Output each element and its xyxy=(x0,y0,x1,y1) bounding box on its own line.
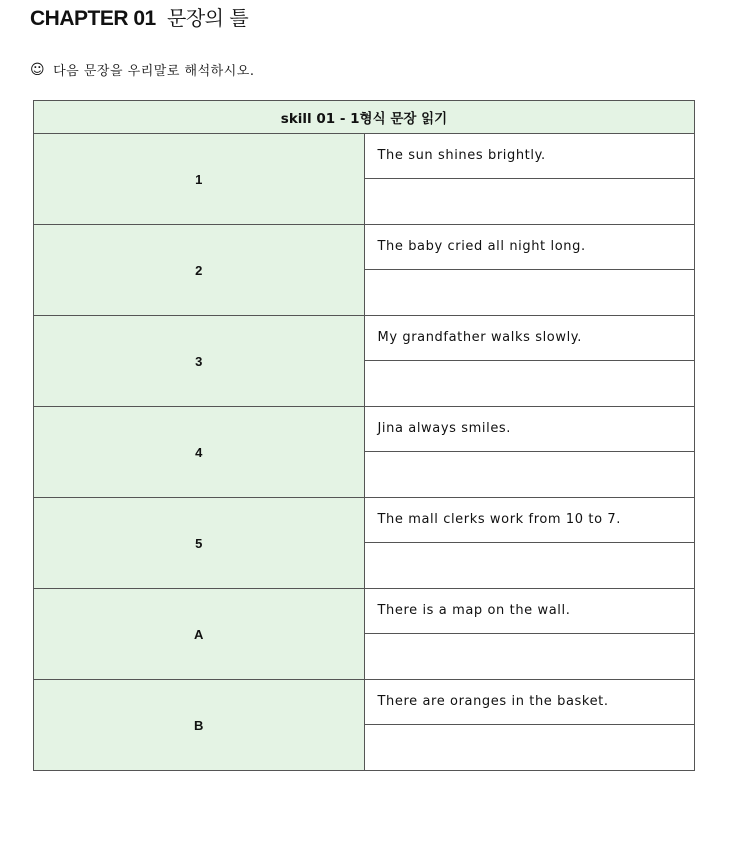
sentence-text: The baby cried all night long. xyxy=(377,239,586,254)
sentence-cell xyxy=(364,498,695,543)
sentence-cell xyxy=(364,589,695,634)
table-row xyxy=(34,498,695,543)
answer-cell[interactable] xyxy=(364,270,695,316)
page-title xyxy=(30,2,248,31)
exercise-table xyxy=(33,100,695,771)
row-label: 2 xyxy=(34,225,365,316)
table-header: skill 01 - 1형식 문장 읽기 xyxy=(34,101,695,134)
sentence-text: My grandfather walks slowly. xyxy=(377,330,582,345)
instruction-text: 다음 문장을 우리말로 해석하시오. xyxy=(53,64,255,79)
sentence-cell xyxy=(364,316,695,361)
table-row xyxy=(34,589,695,634)
table-row xyxy=(34,225,695,270)
answer-cell[interactable] xyxy=(364,452,695,498)
answer-cell[interactable] xyxy=(364,361,695,407)
row-label: 4 xyxy=(34,407,365,498)
sentence-cell xyxy=(364,407,695,452)
chapter-label: CHAPTER 01 xyxy=(30,7,156,30)
table-row xyxy=(34,134,695,179)
sentence-cell xyxy=(364,680,695,725)
answer-cell[interactable] xyxy=(364,725,695,771)
instruction xyxy=(30,60,254,79)
sentence-text: There is a map on the wall. xyxy=(377,603,571,618)
smiley-icon: ☺ xyxy=(30,61,46,78)
answer-cell[interactable] xyxy=(364,634,695,680)
sentence-text: The mall clerks work from 10 to 7. xyxy=(377,512,621,527)
row-label: A xyxy=(34,589,365,680)
sentence-text: The sun shines brightly. xyxy=(377,148,546,163)
chapter-title-korean: 문장의 틀 xyxy=(167,6,249,30)
row-label: B xyxy=(34,680,365,771)
row-label: 3 xyxy=(34,316,365,407)
row-label: 5 xyxy=(34,498,365,589)
answer-cell[interactable] xyxy=(364,179,695,225)
row-label: 1 xyxy=(34,134,365,225)
sentence-cell xyxy=(364,134,695,179)
table-row xyxy=(34,407,695,452)
sentence-text: Jina always smiles. xyxy=(377,421,512,436)
table-row xyxy=(34,680,695,725)
sentence-text: There are oranges in the basket. xyxy=(377,694,609,709)
sentence-cell xyxy=(364,225,695,270)
answer-cell[interactable] xyxy=(364,543,695,589)
table-row xyxy=(34,316,695,361)
